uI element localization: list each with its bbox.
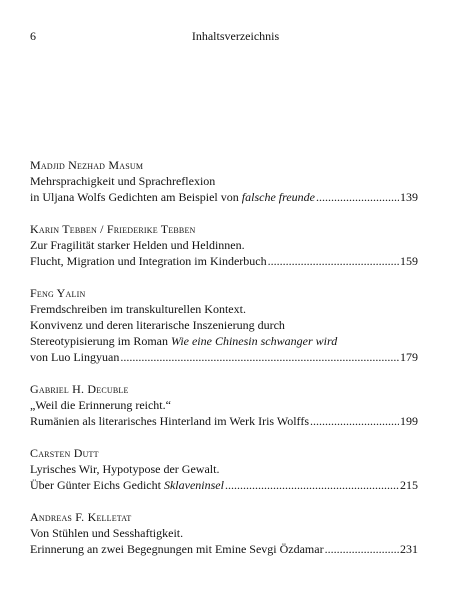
dot-leader xyxy=(310,413,399,429)
dot-leader xyxy=(225,477,399,493)
entry-page-number: 159 xyxy=(400,254,418,268)
entry-author: Karin Tebben / Friederike Tebben xyxy=(30,222,196,236)
entry-title-line: Lyrisches Wir, Hypotypose der Gewalt. xyxy=(30,462,220,476)
toc-entry xyxy=(30,285,418,365)
toc-entry xyxy=(30,445,418,493)
dot-leader xyxy=(316,189,399,205)
entry-title-line: Von Stühlen und Sesshaftigkeit. xyxy=(30,526,184,540)
entry-page-number: 179 xyxy=(400,350,418,364)
entry-author: Gabriel H. Decuble xyxy=(30,382,129,396)
table-of-contents xyxy=(30,157,418,573)
entry-title-line: Fremdschreiben im transkulturellen Kontext. xyxy=(30,302,246,316)
entry-title-italic: Sklaveninsel xyxy=(163,478,224,492)
entry-title-text: in Uljana Wolfs Gedichten am Beispiel von falsche freunde xyxy=(30,190,315,204)
entry-author: Carsten Dutt xyxy=(30,446,99,460)
running-title: Inhaltsverzeichnis xyxy=(191,29,280,43)
dot-leader xyxy=(268,253,399,269)
entry-title-text: Erinnerung an zwei Begegnungen mit Emine Sevgi Özdamar xyxy=(30,542,324,556)
entry-page-number: 231 xyxy=(400,542,418,556)
entry-author: Feng Yalin xyxy=(30,286,86,300)
toc-entry xyxy=(30,509,418,557)
entry-title-italic: Wie eine Chinesin schwanger wird xyxy=(170,334,338,348)
entry-title-last-line xyxy=(30,253,418,269)
entry-title-text: Rumänien als literarisches Hinterland im Werk Iris Wolffs xyxy=(30,414,310,428)
toc-entry xyxy=(30,381,418,429)
page-number: 6 xyxy=(30,29,36,43)
entry-title-line: Konvivenz und deren literarische Inszenierung durch xyxy=(30,318,285,332)
entry-title-italic: falsche freunde xyxy=(241,190,315,204)
entry-title-line: Stereotypisierung im Roman Wie eine Chinesin schwanger wird xyxy=(30,334,338,348)
entry-title-text: Flucht, Migration und Integration im Kinderbuch xyxy=(30,254,267,268)
entry-title-text: Über Günter Eichs Gedicht Sklaveninsel xyxy=(30,478,224,492)
dot-leader xyxy=(325,541,399,557)
entry-title-text: von Luo Lingyuan xyxy=(30,350,120,364)
entry-author: Madjid Nezhad Masum xyxy=(30,158,144,172)
entry-title-line: Zur Fragilität starker Helden und Heldinnen. xyxy=(30,238,245,252)
entry-page-number: 139 xyxy=(400,190,418,204)
entry-title-last-line xyxy=(30,189,418,205)
toc-entry xyxy=(30,157,418,205)
entry-title-last-line xyxy=(30,413,418,429)
entry-title-last-line xyxy=(30,541,418,557)
dot-leader xyxy=(120,349,399,365)
entry-title-last-line xyxy=(30,477,418,493)
entry-author: Andreas F. Kelletat xyxy=(30,510,132,524)
toc-entry xyxy=(30,221,418,269)
entry-page-number: 215 xyxy=(400,478,418,492)
entry-title-line: Mehrsprachigkeit und Sprachreflexion xyxy=(30,174,216,188)
entry-page-number: 199 xyxy=(400,414,418,428)
entry-title-last-line xyxy=(30,349,418,365)
entry-title-line: „Weil die Erinnerung reicht.“ xyxy=(30,398,171,412)
